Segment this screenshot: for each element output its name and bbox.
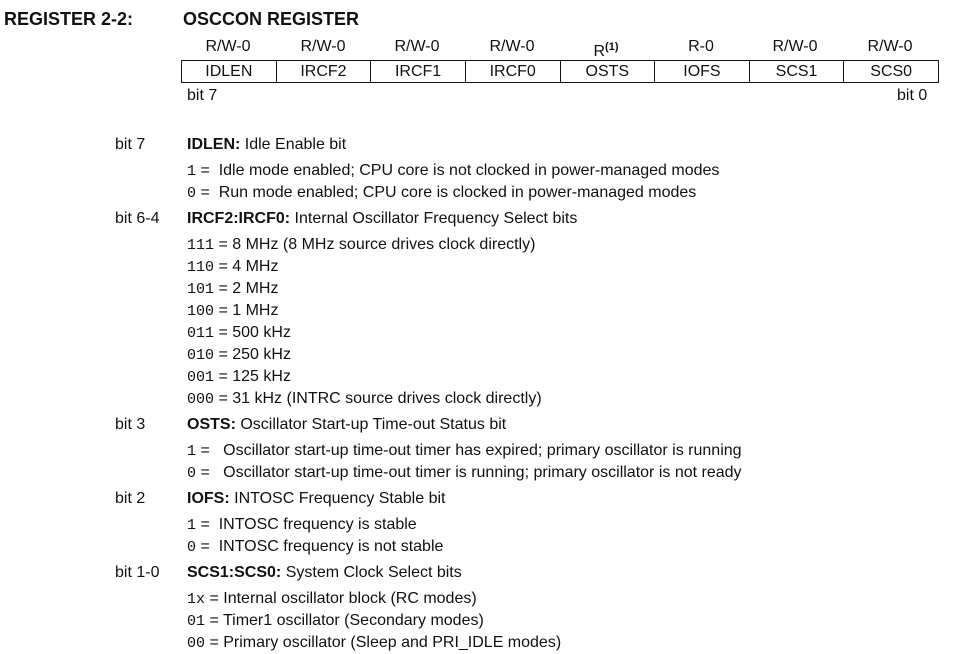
access-bit4: R/W-0 [489, 38, 535, 55]
field-desc-idlen: Idle Enable bit [240, 136, 347, 153]
value-text: INTOSC frequency is not stable [214, 538, 444, 555]
field-bit-osts: bit 3 [115, 416, 146, 433]
access-bit2: R-0 [688, 38, 714, 55]
value-sep: = [214, 390, 233, 407]
field-heading-scs [187, 563, 462, 583]
value-text: 125 kHz [232, 368, 291, 385]
field-desc-iofs: INTOSC Frequency Stable bit [229, 490, 446, 507]
field-name-iofs: IOFS: [187, 490, 230, 507]
bit-cell-scs1: SCS1 [749, 61, 844, 82]
value-sep: = [214, 258, 233, 275]
value-sep: = [196, 464, 215, 481]
value-text: 4 MHz [232, 258, 279, 275]
register-label: REGISTER 2-2: [4, 9, 134, 29]
value-row [187, 183, 696, 204]
value-row [187, 463, 742, 484]
field-bit-scs: bit 1-0 [115, 564, 160, 581]
field-desc-ircf: Internal Oscillator Frequency Select bits [290, 210, 578, 227]
value-text: Timer1 oscillator (Secondary modes) [222, 612, 484, 629]
value-code: 1x [187, 591, 206, 608]
value-row [187, 537, 443, 558]
bit-low-label: bit 0 [897, 87, 928, 104]
value-code: 01 [187, 613, 206, 630]
value-code: 000 [187, 391, 215, 408]
value-sep: = [196, 184, 215, 201]
value-code: 110 [187, 259, 215, 276]
value-code: 0 [187, 185, 197, 202]
value-sep: = [214, 302, 233, 319]
value-sep: = [214, 324, 233, 341]
bit-cell-ircf2: IRCF2 [276, 61, 371, 82]
value-row [187, 611, 484, 632]
value-sep: = [205, 634, 224, 651]
bit-high-label: bit 7 [187, 87, 218, 104]
value-sep: = [205, 612, 223, 629]
access-footnote-mark: (1) [605, 41, 619, 53]
bit-cell-ircf1: IRCF1 [370, 61, 465, 82]
value-sep: = [196, 538, 215, 555]
field-bit-ircf: bit 6-4 [115, 210, 160, 227]
value-row [187, 301, 278, 322]
value-code: 0 [187, 465, 197, 482]
value-row [187, 515, 417, 536]
value-row [187, 257, 278, 278]
value-code: 100 [187, 303, 215, 320]
field-name-idlen: IDLEN: [187, 136, 241, 153]
value-sep: = [196, 442, 215, 459]
bit-cell-idlen: IDLEN [205, 63, 253, 80]
value-row [187, 633, 561, 654]
field-desc-scs: System Clock Select bits [281, 564, 462, 581]
value-code: 1 [187, 163, 197, 180]
value-text: Internal oscillator block (RC modes) [223, 590, 477, 607]
value-text: 1 MHz [232, 302, 279, 319]
value-text: 31 kHz (INTRC source drives clock directly) [232, 390, 542, 407]
value-sep: = [196, 162, 215, 179]
value-text: Idle mode enabled; CPU core is not clocked in power-managed modes [214, 162, 720, 179]
value-row [187, 323, 291, 344]
value-text: 8 MHz (8 MHz source drives clock directly) [232, 236, 536, 253]
access-bit3-type: R [593, 43, 606, 60]
value-text: Oscillator start-up time-out timer has expired; primary oscillator is running [214, 442, 742, 459]
value-code: 1 [187, 443, 197, 460]
field-name-scs: SCS1:SCS0: [187, 564, 282, 581]
bit-cell-osts: OSTS [560, 61, 655, 82]
bit-cell-scs0: SCS0 [843, 61, 938, 82]
value-row [187, 235, 535, 256]
value-text: Primary oscillator (Sleep and PRI_IDLE modes) [223, 634, 562, 651]
field-bit-iofs: bit 2 [115, 490, 146, 507]
field-name-osts: OSTS: [187, 416, 236, 433]
value-sep: = [214, 236, 233, 253]
value-code: 0 [187, 539, 197, 556]
value-code: 00 [187, 635, 206, 652]
value-sep: = [214, 346, 233, 363]
access-bit1: R/W-0 [772, 38, 818, 55]
value-code: 010 [187, 347, 215, 364]
value-code: 001 [187, 369, 215, 386]
field-bit-idlen: bit 7 [115, 136, 146, 153]
bit-cell-ircf0: IRCF0 [465, 61, 560, 82]
value-code: 011 [187, 325, 215, 342]
value-text: INTOSC frequency is stable [214, 516, 417, 533]
field-desc-osts: Oscillator Start-up Time-out Status bit [235, 416, 507, 433]
value-row [187, 389, 542, 410]
field-heading-idlen [187, 135, 346, 155]
register-name: OSCCON REGISTER [183, 9, 360, 29]
value-text: 2 MHz [232, 280, 279, 297]
access-bit7: R/W-0 [205, 38, 251, 55]
access-bit5: R/W-0 [394, 38, 440, 55]
value-sep: = [196, 516, 215, 533]
value-text: Run mode enabled; CPU core is clocked in power-managed modes [214, 184, 697, 201]
value-code: 1 [187, 517, 197, 534]
access-bit0: R/W-0 [867, 38, 913, 55]
value-code: 101 [187, 281, 215, 298]
value-row [187, 367, 291, 388]
value-sep: = [214, 368, 233, 385]
value-text: 500 kHz [232, 324, 291, 341]
value-text: Oscillator start-up time-out timer is running; primary oscillator is not ready [214, 464, 742, 481]
access-bit6: R/W-0 [300, 38, 346, 55]
field-heading-ircf [187, 209, 577, 229]
value-row [187, 345, 291, 366]
value-sep: = [214, 280, 233, 297]
value-text: 250 kHz [232, 346, 291, 363]
field-heading-iofs [187, 489, 445, 509]
value-code: 111 [187, 237, 215, 254]
register-bit-table [181, 60, 939, 83]
value-sep: = [205, 590, 224, 607]
value-row [187, 279, 278, 300]
access-bit3 [559, 38, 653, 61]
bit-cell-iofs: IOFS [654, 61, 749, 82]
field-name-ircf: IRCF2:IRCF0: [187, 210, 291, 227]
field-heading-osts [187, 415, 506, 435]
value-row [187, 589, 477, 610]
value-row [187, 161, 719, 182]
value-row [187, 441, 742, 462]
